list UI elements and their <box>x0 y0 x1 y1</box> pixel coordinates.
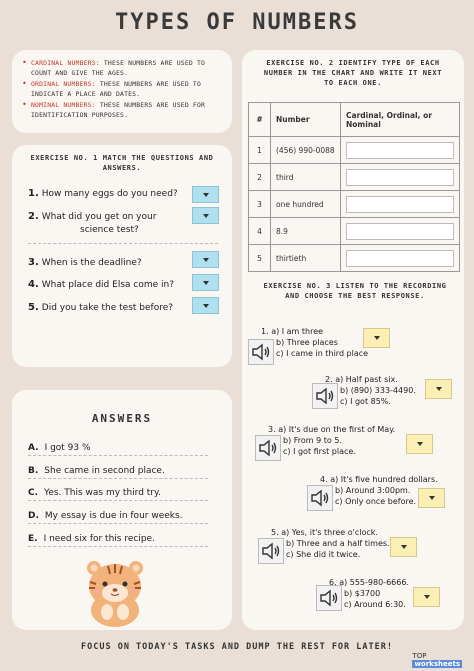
option-a: a) It's five hundred dollars. <box>330 475 438 484</box>
table-header: Cardinal, Ordinal, or Nominal <box>341 103 460 137</box>
answer-text: She came in second place. <box>44 466 165 476</box>
option-row <box>268 446 395 457</box>
intro-text: THESE NUMBERS ARE USED FOR IDENTIFICATION PURPOSES. <box>31 101 206 119</box>
row-number: (456) 990-0088 <box>271 137 341 164</box>
question-group-1 <box>261 326 368 359</box>
option-a: a) Half past six. <box>335 375 398 384</box>
question-group-2 <box>325 374 416 407</box>
exercise-3-title: EXERCISE NO. 3 LISTEN TO THE RECORDING AND CHOOSE THE BEST RESPONSE. <box>263 282 447 300</box>
row-number: third <box>271 164 341 191</box>
item-num: 2. <box>325 375 333 384</box>
answer-letter: B. <box>28 466 39 476</box>
question-text: What place did Elsa come in? <box>41 280 174 290</box>
table-row <box>249 137 460 164</box>
row-answer-cell <box>341 245 460 272</box>
answer-letter: A. <box>28 443 39 453</box>
intro-term: NOMINAL NUMBERS: <box>31 101 96 109</box>
option-a: a) Yes, it's three o'clock. <box>281 528 378 537</box>
answer-item-c <box>28 488 208 501</box>
row-answer-cell <box>341 218 460 245</box>
answer-letter: E. <box>28 534 38 544</box>
row-number: one hundred <box>271 191 341 218</box>
question-text: What did you get on your <box>41 212 157 222</box>
number-type-table <box>248 102 460 272</box>
option-b: b) From 9 to 5. <box>283 436 342 445</box>
question-5 <box>28 302 173 313</box>
answer-dropdown-3[interactable] <box>192 251 219 268</box>
table-row <box>249 245 460 272</box>
option-a: a) I am three <box>271 327 324 336</box>
answer-item-d <box>28 511 208 524</box>
option-row <box>320 474 438 485</box>
question-2 <box>28 211 156 222</box>
answer-text: I got 93 % <box>44 443 91 453</box>
option-row <box>261 337 368 348</box>
answer-letter: D. <box>28 511 39 521</box>
question-num: 1. <box>28 188 39 199</box>
option-c: c) Only once before. <box>335 497 417 506</box>
question-4 <box>28 279 174 290</box>
answer-dropdown-4[interactable] <box>192 274 219 291</box>
answer-text: My essay is due in four weeks. <box>44 511 183 521</box>
answer-dropdown-1[interactable] <box>192 186 219 203</box>
answer-text: I need six for this recipe. <box>43 534 155 544</box>
item-num: 4. <box>320 475 328 484</box>
question-num: 5. <box>28 302 39 313</box>
item-num: 6. <box>329 578 337 587</box>
option-a: a) 555-980-6666. <box>339 578 409 587</box>
answer-dropdown-2[interactable] <box>192 207 219 224</box>
question-group-6 <box>329 577 409 610</box>
page-title: TYPES OF NUMBERS <box>115 10 359 35</box>
option-row <box>325 385 416 396</box>
question-num: 3. <box>28 257 39 268</box>
divider <box>28 243 218 244</box>
answer-item-e <box>28 534 208 547</box>
question-group-5 <box>271 527 390 560</box>
option-b: b) Around 3:00pm. <box>335 486 411 495</box>
question-num: 4. <box>28 279 39 290</box>
option-b: b) $3700 <box>344 589 381 598</box>
row-answer-cell <box>341 137 460 164</box>
intro-item <box>22 79 222 99</box>
table-row <box>249 164 460 191</box>
tiger-illustration <box>80 560 150 628</box>
row-answer-cell <box>341 191 460 218</box>
intro-text: THESE NUMBERS ARE USED TO COUNT AND GIVE THE AGES. <box>31 59 206 77</box>
choice-dropdown-2[interactable] <box>425 379 452 399</box>
answer-input[interactable] <box>346 196 454 213</box>
question-3 <box>28 257 142 268</box>
option-c: c) She did it twice. <box>286 550 361 559</box>
question-group-3 <box>268 424 395 457</box>
table-row <box>249 191 460 218</box>
choice-dropdown-1[interactable] <box>363 328 390 348</box>
row-index: 2 <box>249 164 271 191</box>
footer-message: FOCUS ON TODAY'S TASKS AND DUMP THE REST FOR LATER! <box>81 642 393 652</box>
option-c: c) I got 85%. <box>340 397 391 406</box>
option-row <box>329 577 409 588</box>
intro-text: THESE NUMBERS ARE USED TO INDICATE A PLACE AND DATES. <box>31 80 202 98</box>
choice-dropdown-3[interactable] <box>406 434 433 454</box>
option-row <box>268 435 395 446</box>
item-num: 5. <box>271 528 279 537</box>
logo-text: TOP <box>412 652 427 660</box>
question-1 <box>28 188 178 199</box>
question-text: When is the deadline? <box>41 258 142 268</box>
choice-dropdown-4[interactable] <box>418 488 445 508</box>
option-c: c) I came in third place <box>276 349 369 358</box>
row-index: 4 <box>249 218 271 245</box>
choice-dropdown-5[interactable] <box>390 537 417 557</box>
answer-item-a <box>28 443 208 456</box>
option-row <box>271 549 390 560</box>
item-num: 1. <box>261 327 269 336</box>
answer-item-b <box>28 466 208 479</box>
intro-term: CARDINAL NUMBERS: <box>31 59 100 67</box>
option-row <box>271 538 390 549</box>
row-answer-cell <box>341 164 460 191</box>
row-index: 1 <box>249 137 271 164</box>
exercise-2-title: EXERCISE NO. 2 IDENTIFY TYPE OF EACH NUMBER IN THE CHART AND WRITE IT NEXT TO EACH ONE. <box>263 59 443 87</box>
answers-title: ANSWERS <box>91 412 153 425</box>
option-a: a) It's due on the first of May. <box>278 425 396 434</box>
answer-input[interactable] <box>346 142 454 159</box>
row-number: 8.9 <box>271 218 341 245</box>
row-index: 3 <box>249 191 271 218</box>
option-c: c) I got first place. <box>283 447 356 456</box>
question-text: Did you take the test before? <box>41 303 174 313</box>
row-index: 5 <box>249 245 271 272</box>
option-row <box>325 396 416 407</box>
answer-input[interactable] <box>346 223 454 240</box>
question-2-cont: science test? <box>80 225 139 235</box>
logo-text: worksheets <box>414 660 460 668</box>
item-num: 3. <box>268 425 276 434</box>
option-row <box>329 599 409 610</box>
option-row <box>261 348 368 359</box>
brand-logo <box>412 652 462 668</box>
option-row <box>329 588 409 599</box>
answer-input[interactable] <box>346 250 454 267</box>
option-b: b) Three places <box>276 338 338 347</box>
table-header: # <box>249 103 271 137</box>
exercise-1-title: EXERCISE NO. 1 MATCH THE QUESTIONS AND ANSWERS. <box>30 154 214 172</box>
question-num: 2. <box>28 211 39 222</box>
option-row <box>325 374 416 385</box>
question-text: How many eggs do you need? <box>41 189 178 199</box>
answer-letter: C. <box>28 488 39 498</box>
row-number: thirtieth <box>271 245 341 272</box>
option-b: b) (890) 333-4490. <box>340 386 416 395</box>
table-header-row <box>249 103 460 137</box>
option-b: b) Three and a half times. <box>286 539 390 548</box>
option-row <box>261 326 368 337</box>
intro-card <box>12 50 232 133</box>
intro-item <box>22 58 222 78</box>
answer-dropdown-5[interactable] <box>192 297 219 314</box>
option-c: c) Around 6:30. <box>344 600 406 609</box>
option-row <box>268 424 395 435</box>
intro-term: ORDINAL NUMBERS: <box>31 80 96 88</box>
answer-text: Yes. This was my third try. <box>44 488 161 498</box>
choice-dropdown-6[interactable] <box>413 587 440 607</box>
option-row <box>271 527 390 538</box>
answer-input[interactable] <box>346 169 454 186</box>
intro-item <box>22 100 222 120</box>
table-row <box>249 218 460 245</box>
table-header: Number <box>271 103 341 137</box>
